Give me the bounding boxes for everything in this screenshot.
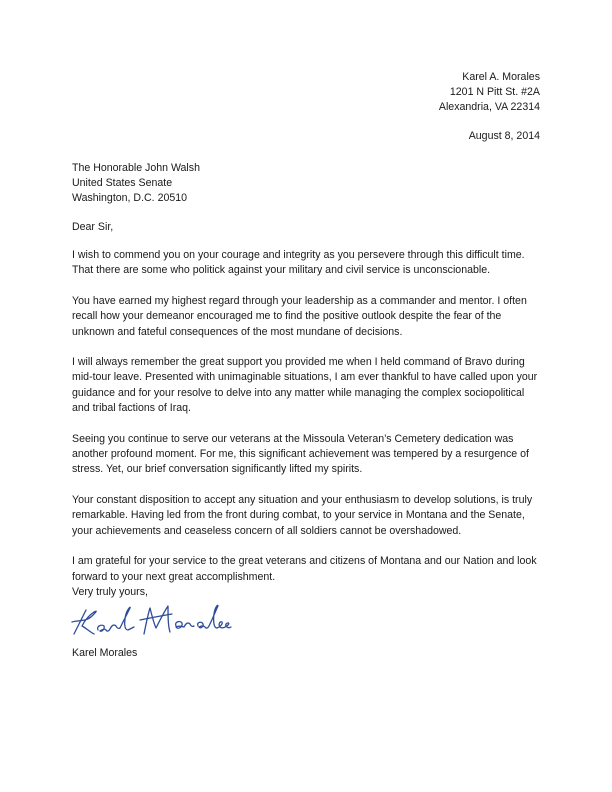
body-paragraph-1: I wish to commend you on your courage and integrity as you persevere through this difficult time. That there are some who politick against your military and civil service is unconscionable. — [72, 249, 525, 277]
salutation: Dear Sir, — [72, 221, 114, 233]
sender-city: Alexandria, VA 22314 — [438, 101, 540, 113]
recipient-address-block — [72, 161, 200, 206]
sender-name: Karel A. Morales — [462, 71, 540, 83]
body-paragraph-2: You have earned my highest regard through your leadership as a commander and mentor. I often recall how your demeanor encouraged me to find the positive outlook despite the fear of the unknown and fateful consequences of the most mundane of decisions. — [72, 294, 527, 338]
recipient-name: The Honorable John Walsh — [72, 162, 200, 174]
body-paragraph-4: Seeing you continue to serve our veterans at the Missoula Veteran’s Cemetery dedication was another profound moment. For me, this significant achievement was tempered by a resurgence of stress. Yet, our brief conversation significantly lifted my spirits. — [72, 432, 529, 476]
recipient-office: United States Senate — [72, 177, 173, 189]
closing: Very truly yours, — [72, 586, 148, 598]
handwritten-signature — [68, 600, 238, 644]
recipient-city: Washington, D.C. 20510 — [72, 192, 188, 204]
signer-name: Karel Morales — [72, 647, 138, 659]
body-paragraph-3: I will always remember the great support you provided me when I held command of Bravo during mid-tour leave. Presented with unimaginable situations, I am ever thankful to have called upon your guidance and for your resolve to delve into any matter while managing the complex sociopolitical and tribal factions of Iraq. — [72, 356, 538, 415]
sender-street: 1201 N Pitt St. #2A — [449, 86, 540, 98]
letter-date: August 8, 2014 — [468, 130, 540, 142]
letter-body — [72, 248, 544, 600]
body-paragraph-6: I am grateful for your service to the great veterans and citizens of Montana and our Nation and look forward to your next great accomplishment. — [72, 555, 537, 583]
sender-address-block — [439, 70, 540, 115]
body-paragraph-5: Your constant disposition to accept any situation and your enthusiasm to develop solutions, is truly remarkable. Having led from the front during combat, to your service in Montana and the Senate, your achievements and ceaseless concern of all soldiers cannot be overshadowed. — [72, 493, 533, 537]
